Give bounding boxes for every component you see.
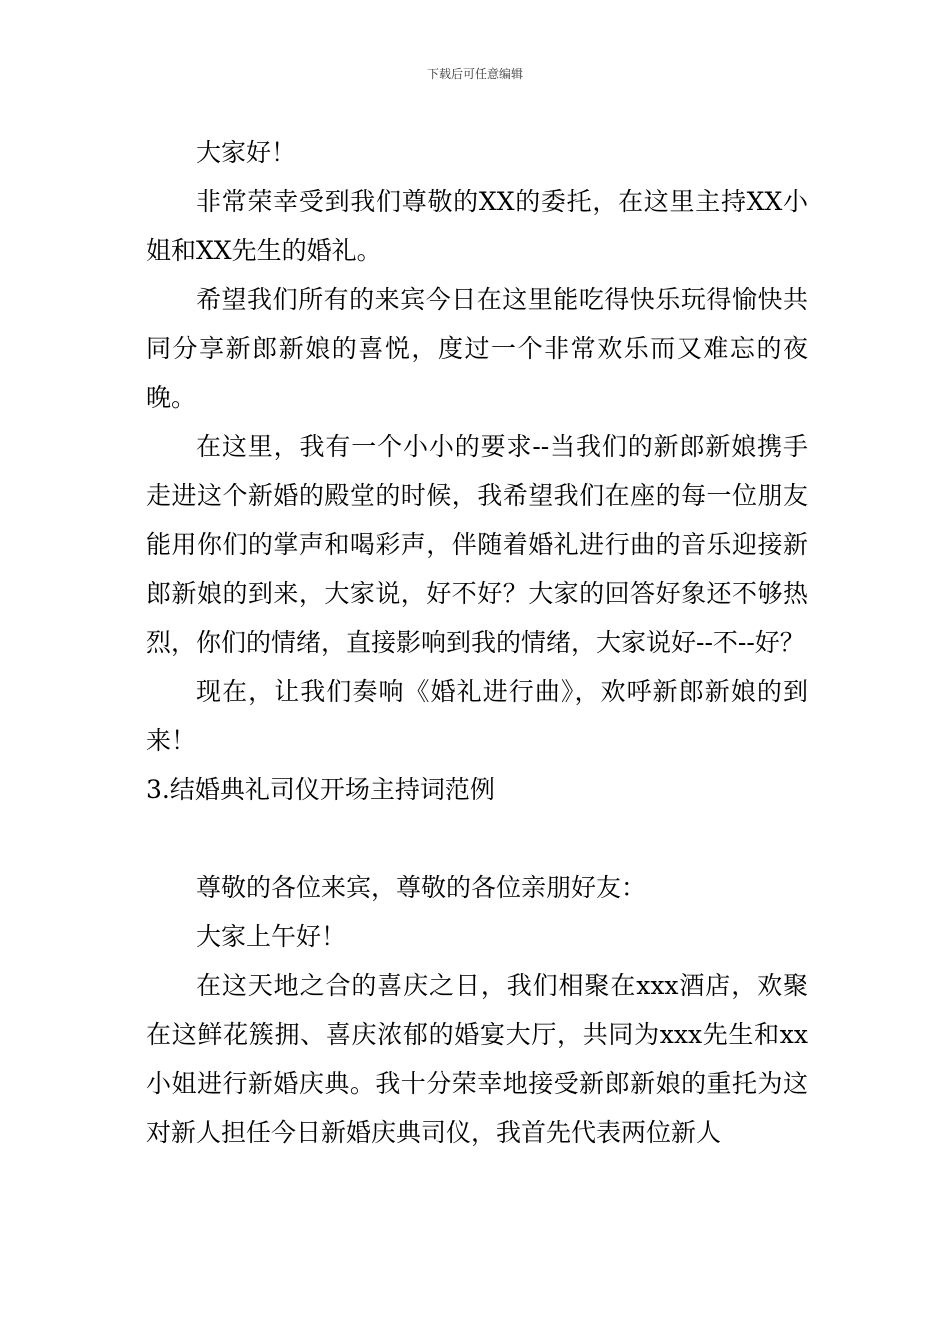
paragraph-wish: 希望我们所有的来宾今日在这里能吃得快乐玩得愉快共同分享新郎新娘的喜悦，度过一个非常欢乐而又难忘的夜晚。 — [146, 285, 808, 412]
document-body — [146, 128, 808, 1157]
paragraph-honor: 非常荣幸受到我们尊敬的XX的委托，在这里主持XX小姐和XX先生的婚礼。 — [146, 187, 808, 265]
section-heading: 3.结婚典礼司仪开场主持词范例 — [146, 775, 495, 804]
page-header-note: 下载后可任意编辑 — [426, 67, 523, 81]
paragraph-celebration: 在这天地之合的喜庆之日，我们相聚在xxx酒店，欢聚在这鲜花簇拥、喜庆浓郁的婚宴大厅，共同为xxx先生和xx小姐进行新婚庆典。我十分荣幸地接受新郎新娘的重托为这对新人担任今日新婚庆典司仪，我首先代表两位新人 — [146, 971, 808, 1147]
blank-line — [146, 814, 808, 863]
paragraph-wedding-march: 现在，让我们奏响《婚礼进行曲》，欢呼新郎新娘的到来！ — [146, 677, 808, 755]
paragraph-morning-greeting: 大家上午好！ — [196, 922, 347, 951]
paragraph-request: 在这里，我有一个小小的要求--当我们的新郎新娘携手走进这个新婚的殿堂的时候，我希望我们在座的每一位朋友能用你们的掌声和喝彩声，伴随着婚礼进行曲的音乐迎接新郎新娘的到来，大家说，好不好？大家的回答好象还不够热烈，你们的情绪，直接影响到我的情绪，大家说好--不--好？ — [146, 432, 808, 657]
paragraph-salutation: 尊敬的各位来宾，尊敬的各位亲朋好友： — [196, 873, 647, 902]
paragraph-greeting: 大家好！ — [196, 138, 297, 167]
